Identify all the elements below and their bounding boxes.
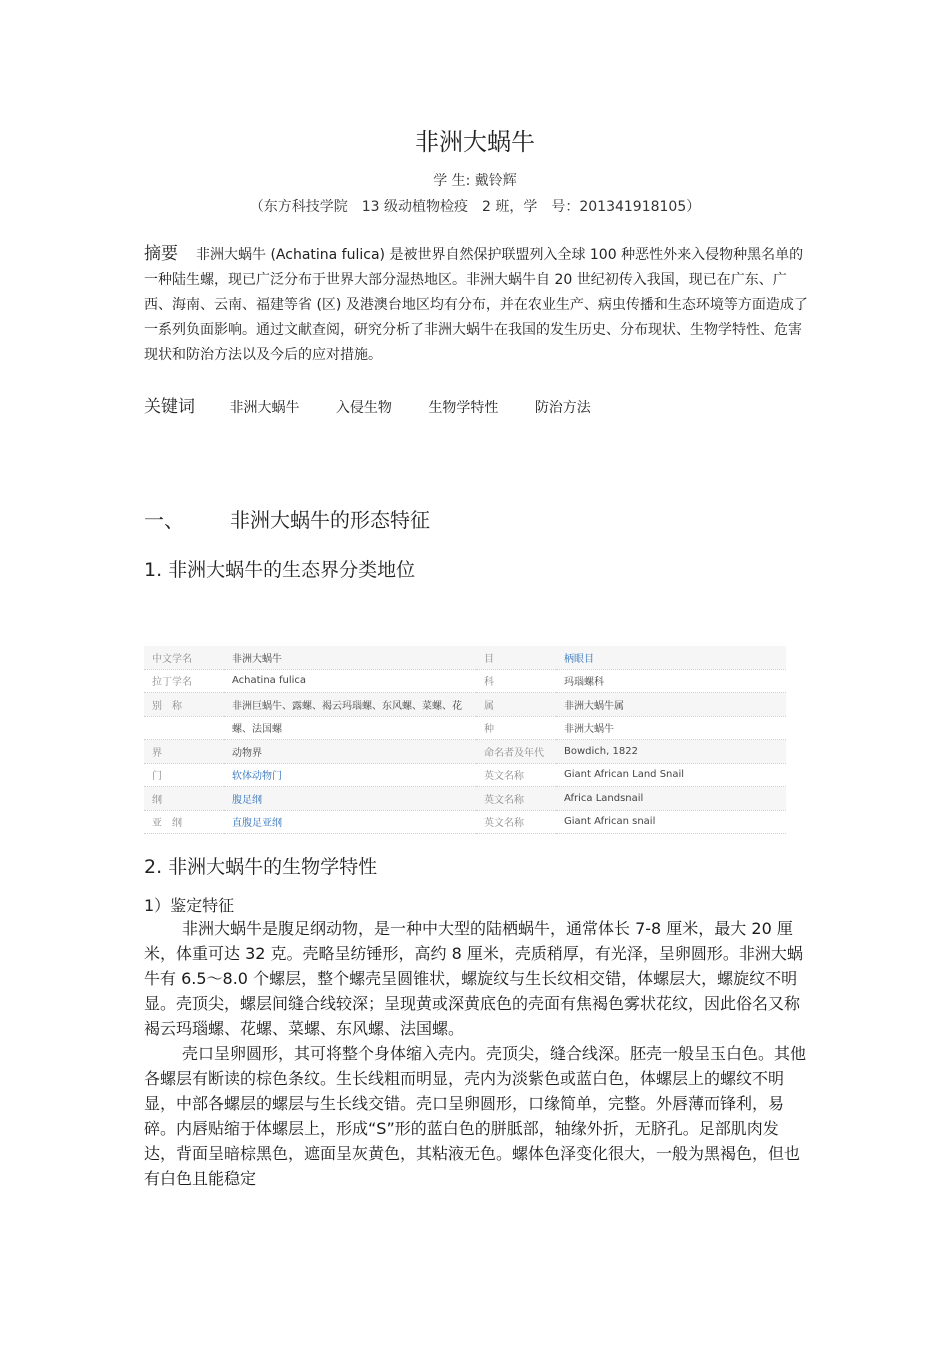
table-row	[144, 810, 786, 834]
table-value: 动物界	[224, 740, 476, 764]
table-row	[144, 763, 786, 787]
taxonomy-link[interactable]: 直腹足亚纲	[224, 810, 476, 834]
table-row	[144, 646, 786, 669]
table-label: 目	[476, 646, 556, 669]
table-row	[144, 787, 786, 811]
table-value: Giant African Land Snail	[556, 763, 786, 787]
table-row	[144, 716, 786, 740]
table-label: 英文名称	[476, 763, 556, 787]
taxonomy-link[interactable]: 软体动物门	[224, 763, 476, 787]
table-row	[144, 740, 786, 764]
table-value: Giant African snail	[556, 810, 786, 834]
table-label	[144, 716, 224, 740]
taxonomy-link[interactable]: 柄眼目	[556, 646, 786, 669]
taxonomy-table	[144, 646, 786, 834]
paragraph: 非洲大蜗牛是腹足纲动物，是一种中大型的陆栖蜗牛，通常体长 7-8 厘米，最大 20 厘米，体重可达 32 克。壳略呈纺锤形，高约 8 厘米，壳质稍厚，有光泽，呈卵圆形。非洲大蜗牛有 6.5～8.0 个螺层，整个螺壳呈圆锥状，螺旋纹与生长纹相交错，体螺层大，螺旋纹不明显。壳顶尖，螺层间缝合线较深；呈现黄或深黄底色的壳面有焦褐色雾状花纹，因此俗名又称褐云玛瑙螺、花螺、菜螺、东风螺、法国螺。	[144, 919, 803, 1038]
keywords	[144, 392, 623, 417]
keywords-label: 关键词	[144, 397, 195, 417]
table-label: 纲	[144, 787, 224, 811]
abstract-text: 非洲大蜗牛 (Achatina fulica) 是被世界自然保护联盟列入全球 100 种恶性外来入侵物种黑名单的一种陆生螺，现已广泛分布于世界大部分湿热地区。非洲大蜗牛自 20 世纪初传入我国，现已在广东、广西、海南、云南、福建等省 (区) 及港澳台地区均有分布，并在农业生产、病虫传播和生态环境等方面造成了一系列负面影响。通过文献查阅，研究分析了非洲大蜗牛在我国的发生历史、分布现状、生物学特性、危害现状和防治方法以及今后的应对措施。	[144, 247, 808, 363]
table-label: 亚 纲	[144, 810, 224, 834]
table-label: 界	[144, 740, 224, 764]
table-label: 英文名称	[476, 787, 556, 811]
table-value: 非洲大蜗牛	[224, 646, 476, 669]
paragraph: 壳口呈卵圆形，其可将整个身体缩入壳内。壳顶尖，缝合线深。胚壳一般呈玉白色。其他各螺层有断读的棕色条纹。生长线粗而明显，壳内为淡紫色或蓝白色，体螺层上的螺纹不明显，中部各螺层的螺层与生长线交错。壳口呈卵圆形，口缘简单，完整。外唇薄而锋利，易碎。内唇贴缩于体螺层上，形成“S”形的蓝白色的胼胝部，轴缘外折，无脐孔。足部肌肉发达，背面呈暗棕黑色，遮面呈灰黄色，其粘液无色。螺体色泽变化很大，一般为黑褐色，但也有白色且能稳定	[144, 1044, 807, 1188]
section-heading	[144, 504, 430, 533]
author-line: 学 生: 戴铃辉	[433, 173, 517, 189]
abstract-label: 摘要	[144, 244, 178, 264]
table-label: 别 称	[144, 693, 224, 717]
table-label: 种	[476, 716, 556, 740]
subsection-heading-1: 1. 非洲大蜗牛的生态界分类地位	[144, 559, 416, 581]
table-label: 拉丁学名	[144, 669, 224, 693]
sub-item-heading: 1）鉴定特征	[144, 896, 235, 915]
keyword: 生物学特性	[428, 400, 499, 416]
table-value: Achatina fulica	[224, 669, 476, 693]
keyword: 入侵生物	[335, 400, 392, 416]
table-value: 非洲巨蜗牛、露螺、褐云玛瑙螺、东风螺、菜螺、花	[224, 693, 476, 717]
table-row	[144, 669, 786, 693]
affiliation-line: （东方科技学院 13 级动植物检疫 2 班，学 号：201341918105）	[249, 199, 701, 215]
table-value: 玛瑙螺科	[556, 669, 786, 693]
table-value: 非洲大蜗牛属	[556, 693, 786, 717]
table-value: 非洲大蜗牛	[556, 716, 786, 740]
table-label: 科	[476, 669, 556, 693]
table-value: 螺、法国螺	[224, 716, 476, 740]
table-row	[144, 693, 786, 717]
table-label: 英文名称	[476, 810, 556, 834]
table-value: Africa Landsnail	[556, 787, 786, 811]
body-text	[144, 916, 808, 1191]
abstract	[144, 242, 808, 368]
keyword: 非洲大蜗牛	[229, 400, 300, 416]
table-label: 属	[476, 693, 556, 717]
table-value: Bowdich, 1822	[556, 740, 786, 764]
table-label: 命名者及年代	[476, 740, 556, 764]
page-title: 非洲大蜗牛	[415, 128, 535, 156]
table-label: 门	[144, 763, 224, 787]
keyword: 防治方法	[534, 400, 591, 416]
taxonomy-link[interactable]: 腹足纲	[224, 787, 476, 811]
table-label: 中文学名	[144, 646, 224, 669]
subsection-heading-2: 2. 非洲大蜗牛的生物学特性	[144, 856, 378, 878]
section-number: 一、	[144, 508, 184, 532]
section-title: 非洲大蜗牛的形态特征	[230, 508, 430, 532]
